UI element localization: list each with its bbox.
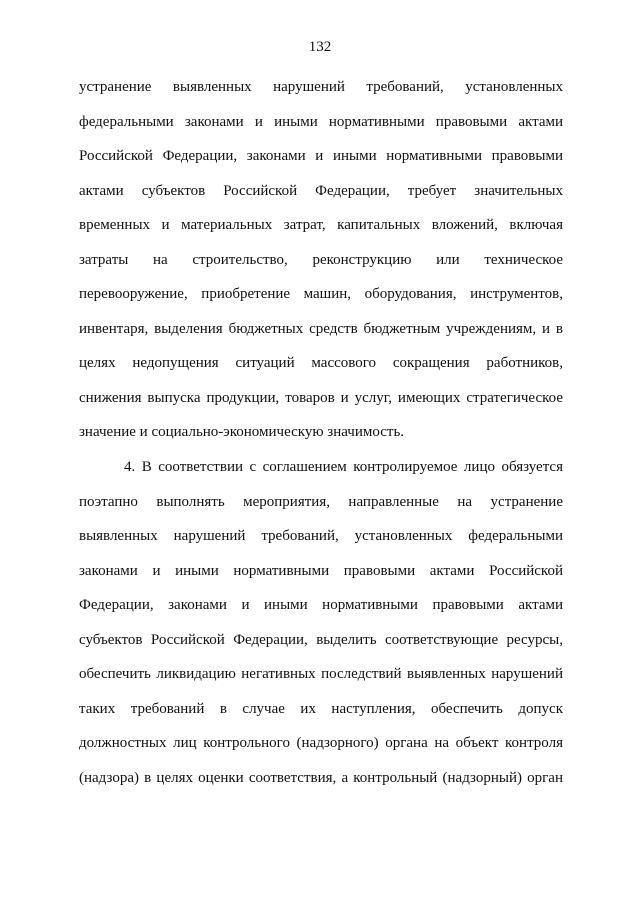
text-line: Федерации, законами и иными нормативными правовыми актами (79, 597, 563, 613)
text-line: (надзора) в целях оценки соответствия, а контрольный (надзорный) орган (79, 769, 563, 786)
text-line: устранение выявленных нарушений требований, установленных (79, 79, 563, 95)
text-line: законами и иными нормативными правовыми актами Российской (79, 562, 563, 579)
text-line: должностных лиц контрольного (надзорного) органа на объект контроля (79, 735, 563, 751)
text-line: затраты на строительство, реконструкцию или техническое (79, 251, 563, 268)
text-line: значение и социально-экономическую значимость. (79, 424, 405, 440)
text-line: поэтапно выполнять мероприятия, направленные на устранение (79, 493, 563, 510)
text-line: обеспечить ликвидацию негативных последствий выявленных нарушений (79, 666, 563, 682)
paragraph-item-4 (79, 458, 563, 803)
text-line: целях недопущения ситуаций массового сокращения работников, (79, 355, 563, 371)
page-number: 132 (308, 39, 332, 55)
text-line: актами субъектов Российской Федерации, требует значительных (79, 182, 563, 199)
text-line: таких требований в случае их наступления, обеспечить допуск (79, 700, 563, 717)
text-line: перевооружение, приобретение машин, оборудования, инструментов, (79, 286, 563, 302)
text-line: Российской Федерации, законами и иными нормативными правовыми (79, 148, 563, 164)
text-line: снижения выпуска продукции, товаров и услуг, имеющих стратегическое (79, 389, 563, 406)
text-line: 4. В соответствии с соглашением контролируемое лицо обязуется (124, 459, 563, 475)
text-line: временных и материальных затрат, капитальных вложений, включая (79, 217, 563, 233)
text-line: федеральными законами и иными нормативными правовыми актами (79, 113, 563, 130)
paragraph-continuation (79, 78, 563, 458)
text-line: субъектов Российской Федерации, выделить соответствующие ресурсы, (79, 631, 563, 648)
text-line: выявленных нарушений требований, установленных федеральными (79, 528, 563, 544)
text-line: инвентаря, выделения бюджетных средств бюджетным учреждениям, и в (79, 320, 563, 337)
